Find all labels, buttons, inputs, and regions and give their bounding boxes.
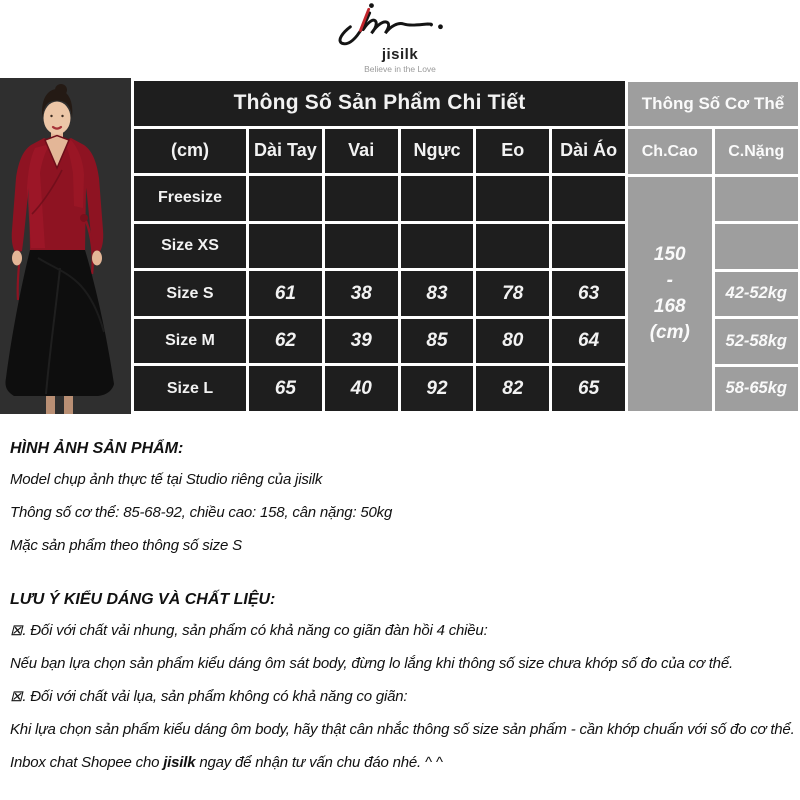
cell-l-nguc: 92: [401, 366, 474, 411]
cell-m-vai: 39: [325, 319, 398, 364]
cell-xs-eo: [476, 224, 549, 269]
cell-m-eo: 80: [476, 319, 549, 364]
col-nguc: Ngực: [401, 129, 474, 174]
cell-freesize-dai-ao: [552, 176, 625, 221]
note-silk-advice: Khi lựa chọn sản phẩm kiểu dáng ôm body, hãy thật cân nhắc thông số size sản phẩm - cần khớp chuẩn với số đo cơ thể.: [10, 721, 795, 738]
body-table-title: Thông Số Cơ Thể: [628, 82, 798, 126]
notes-heading-material: LƯU Ý KIỂU DÁNG VÀ CHẤT LIỆU:: [10, 591, 276, 608]
note-silk-stretch: ⊠. Đối với chất vải lụa, sản phẩm không có khả năng co giãn:: [10, 688, 408, 705]
cell-s-nguc: 83: [401, 271, 474, 316]
weight-s: 42-52kg: [715, 272, 799, 316]
cell-xs-vai: [325, 224, 398, 269]
brand-tagline: Believe in the Love: [364, 64, 436, 74]
inbox-text-start: Inbox chat Shopee cho: [10, 754, 164, 771]
cell-m-dai-tay: 62: [249, 319, 322, 364]
row-label-xs: Size XS: [134, 224, 246, 269]
cell-s-vai: 38: [325, 271, 398, 316]
col-can-nang: C.Nặng: [715, 129, 799, 173]
height-max: 168: [653, 295, 686, 317]
col-dai-ao: Dài Áo: [552, 129, 625, 174]
cell-s-dai-ao: 63: [552, 271, 625, 316]
weight-l: 58-65kg: [715, 367, 799, 411]
cell-s-dai-tay: 61: [249, 271, 322, 316]
body-size-table: [628, 78, 800, 414]
cell-freesize-vai: [325, 176, 398, 221]
brand-header: [0, 0, 800, 78]
notes-section: [0, 414, 800, 771]
cell-m-dai-ao: 64: [552, 319, 625, 364]
col-dai-tay: Dài Tay: [249, 129, 322, 174]
inbox-text-end: ngay để nhận tư vấn chu đáo nhé. ^ ^: [195, 754, 443, 771]
cell-freesize-nguc: [401, 176, 474, 221]
weight-m: 52-58kg: [715, 319, 799, 363]
row-label-s: Size S: [134, 271, 246, 316]
col-vai: Vai: [325, 129, 398, 174]
note-velvet-advice: Nếu bạn lựa chọn sản phẩm kiểu dáng ôm sát body, đừng lo lắng khi thông số size chưa khớp số đo của cơ thể.: [10, 655, 733, 672]
jisilk-logo: [325, 1, 475, 78]
cell-l-dai-ao: 65: [552, 366, 625, 411]
note-velvet-stretch: ⊠. Đối với chất vải nhung, sản phẩm có khả năng co giãn đàn hồi 4 chiều:: [10, 622, 488, 639]
product-photo: [0, 78, 131, 414]
model-photo-illustration: [0, 78, 131, 414]
cell-freesize-dai-tay: [249, 176, 322, 221]
cell-xs-nguc: [401, 224, 474, 269]
height-unit: (cm): [649, 321, 690, 343]
height-range-cell: [628, 177, 712, 411]
cell-xs-dai-tay: [249, 224, 322, 269]
row-label-l: Size L: [134, 366, 246, 411]
cell-xs-dai-ao: [552, 224, 625, 269]
cell-freesize-eo: [476, 176, 549, 221]
note-inbox-chat: [10, 754, 792, 771]
spec-area: [0, 78, 800, 414]
note-model-studio: Model chụp ảnh thực tế tại Studio riêng của jisilk: [10, 471, 323, 488]
row-label-freesize: Freesize: [134, 176, 246, 221]
logo-signature-icon: [325, 1, 475, 47]
cell-s-eo: 78: [476, 271, 549, 316]
height-min: 150: [653, 243, 686, 265]
cell-l-eo: 82: [476, 366, 549, 411]
cell-m-nguc: 85: [401, 319, 474, 364]
weight-xs: [715, 224, 799, 268]
brand-name: jisilk: [381, 46, 419, 63]
product-size-table: [131, 78, 628, 414]
size-table-unit-header: (cm): [134, 129, 246, 174]
col-chieu-cao: Ch.Cao: [628, 129, 712, 173]
note-model-measurements: Thông số cơ thể: 85-68-92, chiều cao: 158, cân nặng: 50kg: [10, 504, 393, 521]
notes-heading-product-image: HÌNH ẢNH SẢN PHẨM:: [10, 440, 184, 457]
row-label-m: Size M: [134, 319, 246, 364]
cell-l-vai: 40: [325, 366, 398, 411]
cell-l-dai-tay: 65: [249, 366, 322, 411]
size-table-title: Thông Số Sản Phẩm Chi Tiết: [134, 81, 625, 126]
weight-freesize: [715, 177, 799, 221]
note-model-size: Mặc sản phẩm theo thông số size S: [10, 537, 242, 554]
col-eo: Eo: [476, 129, 549, 174]
inbox-brand: jisilk: [163, 754, 196, 771]
height-dash: -: [666, 269, 673, 291]
